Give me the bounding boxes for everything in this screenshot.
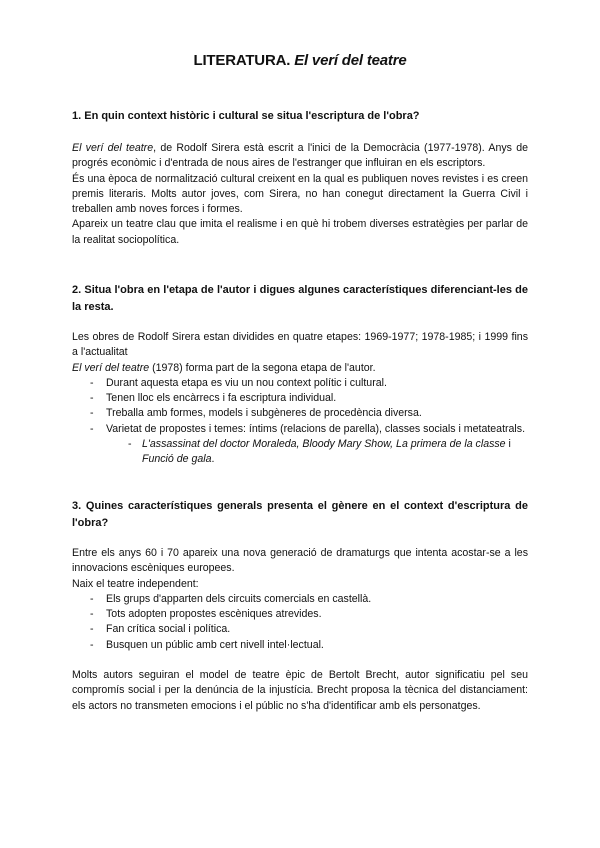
work-title: El verí del teatre <box>72 361 150 374</box>
works-list: L'assassinat del doctor Moraleda, Bloody Mary Show, La primera de la classe <box>142 438 506 451</box>
question-3: 3. Quines característiques generals presenta el gènere en el context d'escriptura de l'obra? <box>72 500 528 529</box>
section-1 <box>72 108 528 125</box>
list-item: - Busquen un públic amb cert nivell intel·lectual. <box>72 638 528 653</box>
list-item: - Els grups d'apparten dels circuits comercials en castellà. <box>72 592 528 607</box>
section-3-body <box>72 546 528 653</box>
paragraph: És una època de normalització cultural creixent en la qual es publiquen noves revistes i es creen premis literaris. Molts autor joves, com Sirera, no han conegut directament la Guerra Civil i treballen amb noves forces i formes. <box>72 172 528 216</box>
work-title: El verí del teatre <box>72 142 154 154</box>
list-item: - Fan crítica social i política. <box>72 622 528 637</box>
list-item: - Durant aquesta etapa es viu un nou context polític i cultural. <box>72 376 528 391</box>
sub-list-item <box>72 437 528 468</box>
characteristics-list <box>72 376 528 437</box>
section-2-body <box>72 330 528 468</box>
page-title <box>0 52 600 69</box>
paragraph: Apareix un teatre clau que imita el realisme i en què hi trobem diverses estratègies per parlar de la realitat sociopolítica. <box>72 218 528 246</box>
list-item: - Treballa amb formes, models i subgèneres de procedència diversa. <box>72 406 528 421</box>
paragraph: Les obres de Rodolf Sirera estan dividides en quatre etapes: 1969-1977; 1978-1985; i 1999 fins a l'actualitat <box>72 331 528 359</box>
question-2: 2. Situa l'obra en l'etapa de l'autor i digues algunes característiques diferenciant-les de la resta. <box>72 284 528 313</box>
section-1-body <box>72 141 528 248</box>
list-item: - Tenen lloc els encàrrecs i fa escriptura individual. <box>72 391 528 406</box>
paragraph: Naix el teatre independent: <box>72 577 199 590</box>
punctuation: . <box>211 453 215 466</box>
joiner-text: i <box>505 438 511 451</box>
paragraph <box>72 141 528 172</box>
question-1: 1. En quin context històric i cultural se situa l'escriptura de l'obra? <box>72 110 420 122</box>
paragraph-text: (1978) forma part de la segona etapa de l'autor. <box>149 361 376 374</box>
paragraph: Molts autors seguiran el model de teatre èpic de Bertolt Brecht, autor significatiu pel seu compromís social i per la denúncia de la injustícia. Brecht proposa la tècnica del distanciament: els actors no transmeten emocions i el públic no s'ha d'identificar amb els personatges. <box>72 669 528 712</box>
section-3-closing <box>72 668 528 714</box>
section-3 <box>72 498 528 532</box>
sub-list <box>72 437 528 468</box>
paragraph <box>72 361 528 376</box>
list-item: - Varietat de propostes i temes: íntims (relacions de parella), classes socials i metateatrals. <box>72 422 528 437</box>
title-subtitle: El verí del teatre <box>294 52 407 69</box>
paragraph: Entre els anys 60 i 70 apareix una nova generació de dramaturgs que intenta acostar-se a les innovacions escèniques europees. <box>72 547 528 575</box>
work-title: Funció de gala <box>142 453 212 466</box>
title-main: LITERATURA. <box>193 52 291 69</box>
paragraph-text: , de Rodolf Sirera està escrit a l'inici de la Democràcia (1977-1978). Anys de progrés econòmic i d'entrada de nous aires de l'estranger que influiran en els escriptors. <box>72 142 528 170</box>
list-item: - Tots adopten propostes escèniques atrevides. <box>72 607 528 622</box>
section-2 <box>72 282 528 316</box>
independent-theatre-list <box>72 592 528 653</box>
